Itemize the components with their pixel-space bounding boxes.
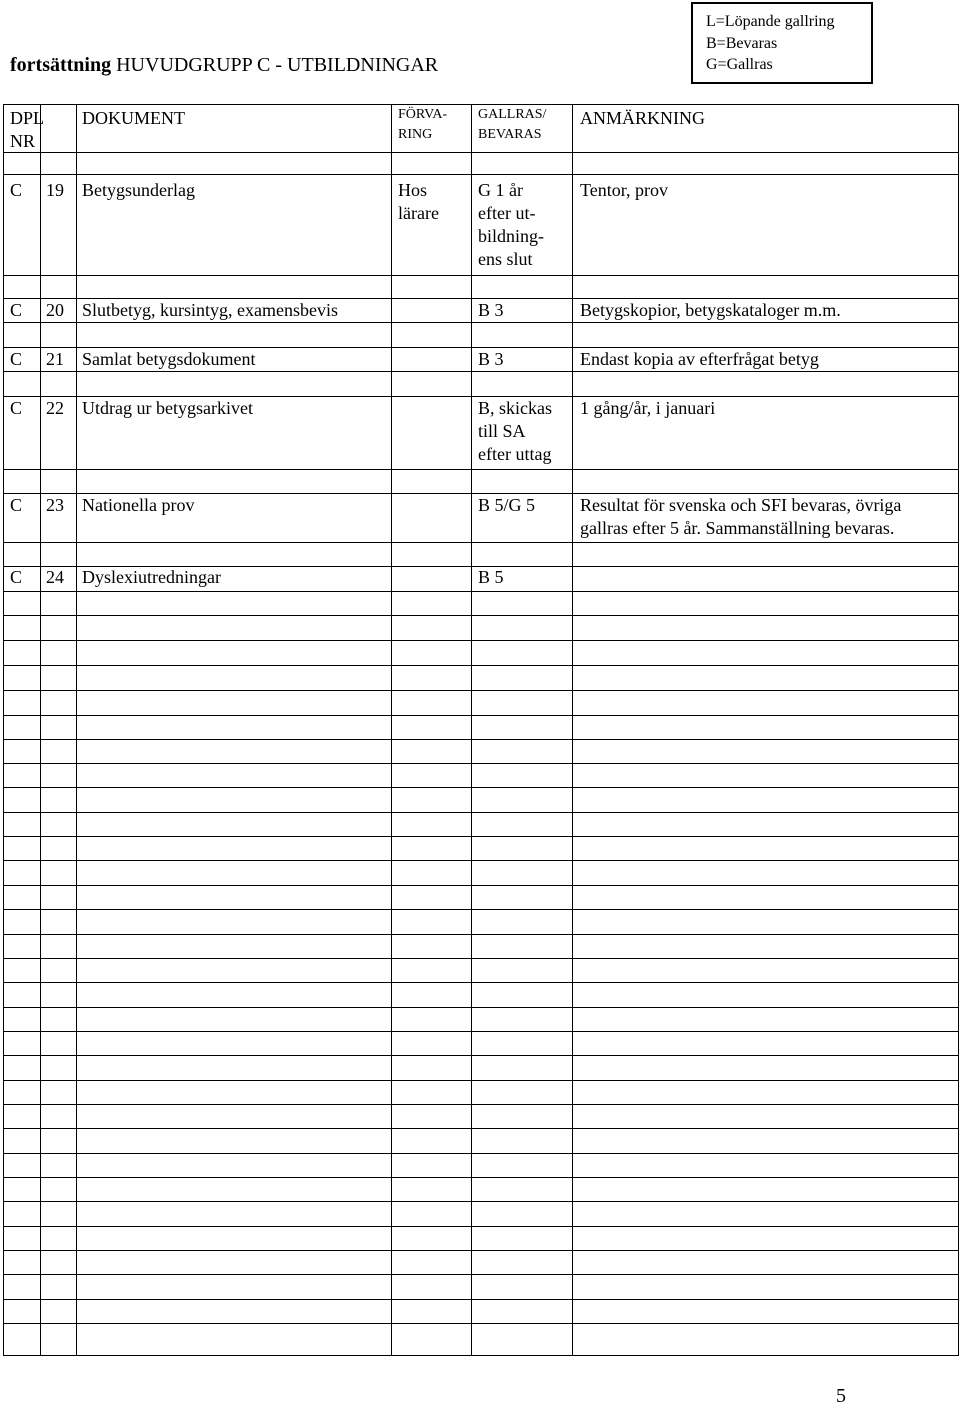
row-dokument <box>82 397 253 420</box>
row-group-line: C <box>10 567 23 587</box>
col-header-gallras-bevaras-line: BEVARAS <box>478 127 542 142</box>
row-divider <box>4 1128 958 1129</box>
row-group <box>10 348 22 371</box>
page-number: 5 <box>836 1385 846 1407</box>
row-divider <box>4 1177 958 1178</box>
row-divider <box>4 690 958 691</box>
row-forvaring-line: lärare <box>398 203 439 223</box>
row-gallras-line: efter ut- <box>478 203 536 223</box>
col-header-gallras-bevaras <box>478 105 546 145</box>
row-anmarkning <box>580 494 901 540</box>
column-divider <box>572 105 573 1355</box>
row-group <box>10 299 22 322</box>
col-header-forvaring <box>398 105 447 145</box>
row-divider <box>4 1323 958 1324</box>
row-gallras <box>478 397 552 466</box>
row-divider <box>4 542 958 543</box>
row-divider <box>4 1153 958 1154</box>
col-header-dokument <box>82 107 185 130</box>
row-anmarkning <box>580 348 819 371</box>
col-header-forvaring-line: FÖRVA- <box>398 107 448 122</box>
legend-item: B=Bevaras <box>706 34 778 52</box>
row-divider <box>4 787 958 788</box>
row-gallras-line: B 5 <box>478 567 504 587</box>
row-forvaring-line: Hos <box>398 180 428 200</box>
row-dokument <box>82 179 195 202</box>
row-divider <box>4 1250 958 1251</box>
col-header-dpl-nr <box>10 107 44 153</box>
col-header-dpl-nr-line: DPL <box>10 108 45 128</box>
row-anmarkning-line: 1 gång/år, i januari <box>580 398 716 418</box>
row-group <box>10 566 22 589</box>
row-divider <box>4 763 958 764</box>
row-number <box>46 348 64 371</box>
row-group <box>10 397 22 420</box>
row-divider <box>4 1104 958 1105</box>
row-dokument-line: Samlat betygsdokument <box>82 349 256 369</box>
row-dokument-line: Slutbetyg, kursintyg, examensbevis <box>82 300 338 320</box>
row-dokument <box>82 494 194 517</box>
row-gallras-line: B 3 <box>478 300 504 320</box>
row-number <box>46 566 64 589</box>
row-divider <box>4 665 958 666</box>
row-divider <box>4 174 958 175</box>
row-dokument-line: Dyslexiutredningar <box>82 567 221 587</box>
row-gallras-line: B, skickas <box>478 398 552 418</box>
row-gallras-line: bildning- <box>478 226 544 246</box>
row-anmarkning-line: Betygskopior, betygskataloger m.m. <box>580 300 841 320</box>
row-divider <box>4 715 958 716</box>
row-number-line: 20 <box>46 300 64 320</box>
row-divider <box>4 1299 958 1300</box>
row-gallras-line: B 3 <box>478 349 504 369</box>
column-divider <box>471 105 472 1355</box>
row-anmarkning-line: Tentor, prov <box>580 180 668 200</box>
col-header-dpl-nr-line: NR <box>10 131 36 151</box>
row-group <box>10 179 22 202</box>
col-header-dokument-line: DOKUMENT <box>82 108 185 128</box>
row-dokument <box>82 299 338 322</box>
row-number <box>46 397 64 420</box>
row-divider <box>4 640 958 641</box>
row-divider <box>4 591 958 592</box>
row-anmarkning-line: Resultat för svenska och SFI bevaras, övriga <box>580 495 902 515</box>
row-divider <box>4 836 958 837</box>
col-header-forvaring-line: RING <box>398 127 433 142</box>
row-divider <box>4 885 958 886</box>
row-gallras-line: G 1 år <box>478 180 523 200</box>
row-divider <box>4 1007 958 1008</box>
row-gallras <box>478 299 504 322</box>
row-divider <box>4 322 958 323</box>
row-divider <box>4 615 958 616</box>
row-gallras-line: ens slut <box>478 249 533 269</box>
row-divider <box>4 739 958 740</box>
title-rest: HUVUDGRUPP C - UTBILDNINGAR <box>116 54 439 76</box>
title-bold: fortsättning <box>10 54 112 76</box>
row-gallras <box>478 566 504 589</box>
row-divider <box>4 1080 958 1081</box>
row-dokument-line: Betygsunderlag <box>82 180 195 200</box>
row-divider <box>4 1274 958 1275</box>
row-number-line: 21 <box>46 349 64 369</box>
row-divider <box>4 860 958 861</box>
row-gallras <box>478 494 535 517</box>
column-divider <box>40 105 41 1355</box>
row-dokument <box>82 566 221 589</box>
row-divider <box>4 812 958 813</box>
row-gallras <box>478 348 504 371</box>
row-group-line: C <box>10 349 23 369</box>
row-divider <box>4 982 958 983</box>
row-dokument <box>82 348 255 371</box>
row-number <box>46 494 64 517</box>
row-group-line: C <box>10 300 23 320</box>
row-number-line: 19 <box>46 180 64 200</box>
row-divider <box>4 275 958 276</box>
row-anmarkning <box>580 397 715 420</box>
row-divider <box>4 909 958 910</box>
row-divider <box>4 1226 958 1227</box>
legend-item: L=Löpande gallring <box>706 13 835 30</box>
row-gallras-line: efter uttag <box>478 444 552 464</box>
row-anmarkning <box>580 179 668 202</box>
row-number-line: 23 <box>46 495 64 515</box>
row-anmarkning-line: Endast kopia av efterfrågat betyg <box>580 349 819 369</box>
row-number-line: 22 <box>46 398 64 418</box>
row-dokument-line: Utdrag ur betygsarkivet <box>82 398 253 418</box>
row-number-line: 24 <box>46 567 64 587</box>
row-gallras-line: till SA <box>478 421 526 441</box>
column-divider <box>391 105 392 1355</box>
row-dokument-line: Nationella prov <box>82 495 195 515</box>
row-group <box>10 494 22 517</box>
row-divider <box>4 934 958 935</box>
row-forvaring <box>398 179 439 225</box>
row-group-line: C <box>10 398 23 418</box>
row-group-line: C <box>10 495 23 515</box>
legend-item: G=Gallras <box>706 56 773 73</box>
document-table <box>3 104 959 1356</box>
row-number <box>46 299 64 322</box>
row-gallras-line: B 5/G 5 <box>478 495 536 515</box>
row-anmarkning-line: gallras efter 5 år. Sammanställning bevaras. <box>580 518 895 538</box>
row-anmarkning <box>580 299 841 322</box>
row-divider <box>4 371 958 372</box>
row-group-line: C <box>10 180 23 200</box>
row-divider <box>4 469 958 470</box>
column-divider <box>76 105 77 1355</box>
row-divider <box>4 1055 958 1056</box>
row-divider <box>4 152 958 153</box>
row-gallras <box>478 179 544 271</box>
col-header-anmarkning <box>580 107 705 130</box>
row-number <box>46 179 64 202</box>
row-divider <box>4 1031 958 1032</box>
col-header-anmarkning-line: ANMÄRKNING <box>580 108 705 128</box>
col-header-gallras-bevaras-line: GALLRAS/ <box>478 107 547 122</box>
legend-box <box>691 2 873 84</box>
row-divider <box>4 958 958 959</box>
row-divider <box>4 1201 958 1202</box>
page-title <box>10 54 438 77</box>
